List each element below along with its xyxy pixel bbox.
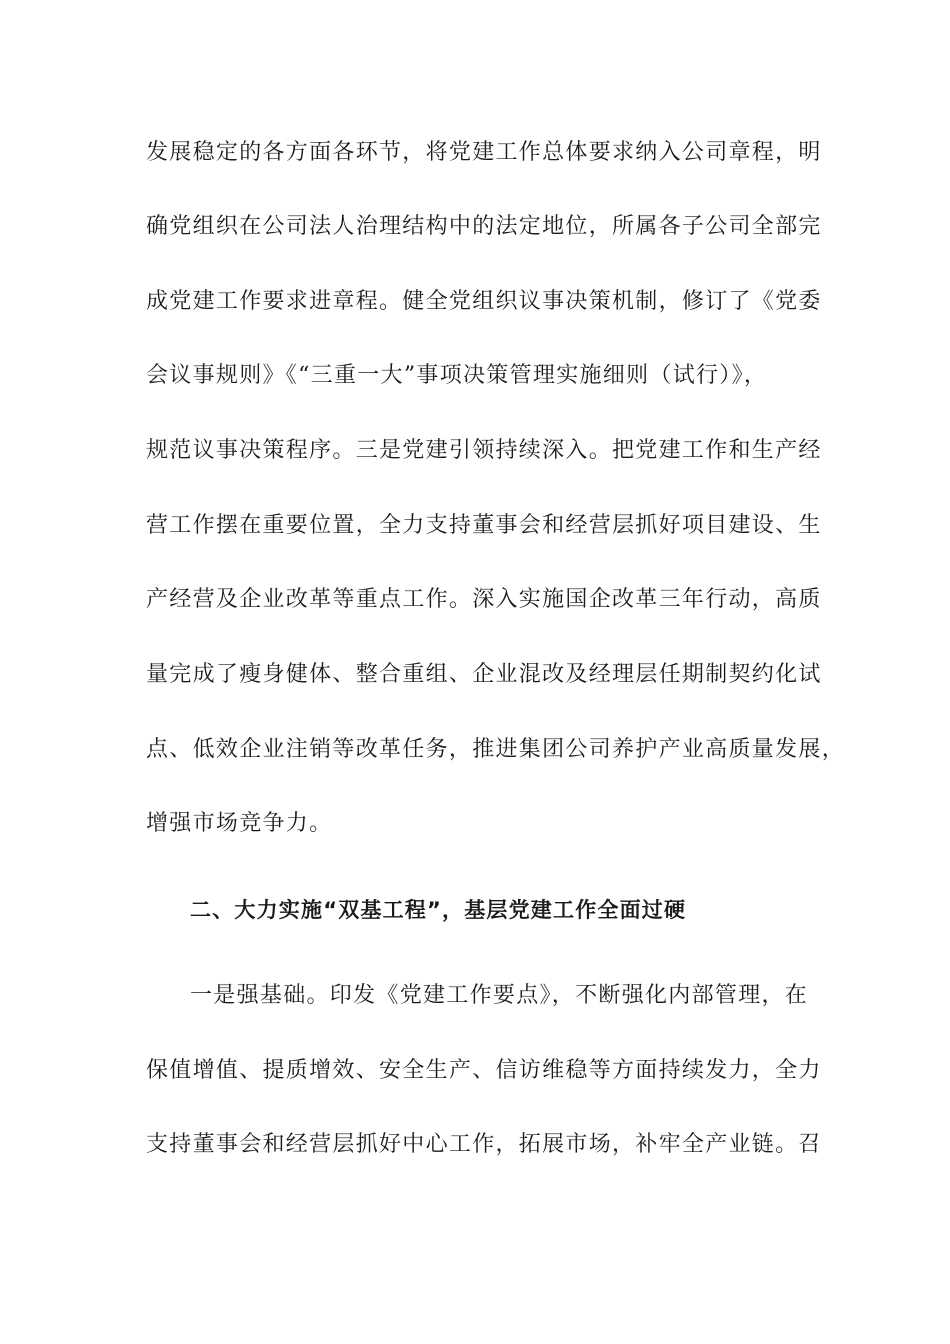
paragraph-line: 规范议事决策程序。三是党建引领持续深入。把党建工作和生产经 [146, 438, 822, 463]
paragraph-line: 保值增值、提质增效、安全生产、信访维稳等方面持续发力，全力 [146, 1058, 822, 1083]
paragraph-line: 成党建工作要求进章程。健全党组织议事决策机制，修订了《党委 [146, 289, 822, 314]
paragraph-line: 营工作摆在重要位置，全力支持董事会和经营层抓好项目建设、生 [146, 513, 822, 538]
paragraph-line: 量完成了瘦身健体、整合重组、企业混改及经理层任期制契约化试 [146, 662, 822, 687]
paragraph-line: 一是强基础。印发《党建工作要点》，不断强化内部管理，在 [190, 983, 809, 1008]
paragraph-line: 增强市场竞争力。 [146, 811, 333, 836]
paragraph-line: 点、低效企业注销等改革任务，推进集团公司养护产业高质量发展， [146, 737, 846, 762]
section-heading: 二、大力实施“双基工程”，基层党建工作全面过硬 [190, 898, 687, 922]
paragraph-line: 确党组织在公司法人治理结构中的法定地位，所属各子公司全部完 [146, 214, 822, 239]
paragraph-line: 支持董事会和经营层抓好中心工作，拓展市场，补牢全产业链。召 [146, 1132, 822, 1157]
paragraph-line: 发展稳定的各方面各环节，将党建工作总体要求纳入公司章程，明 [146, 140, 822, 165]
paragraph-line: 会议事规则》《“三重一大”事项决策管理实施细则（试行）》， [146, 363, 768, 388]
paragraph-line: 产经营及企业改革等重点工作。深入实施国企改革三年行动，高质 [146, 587, 822, 612]
